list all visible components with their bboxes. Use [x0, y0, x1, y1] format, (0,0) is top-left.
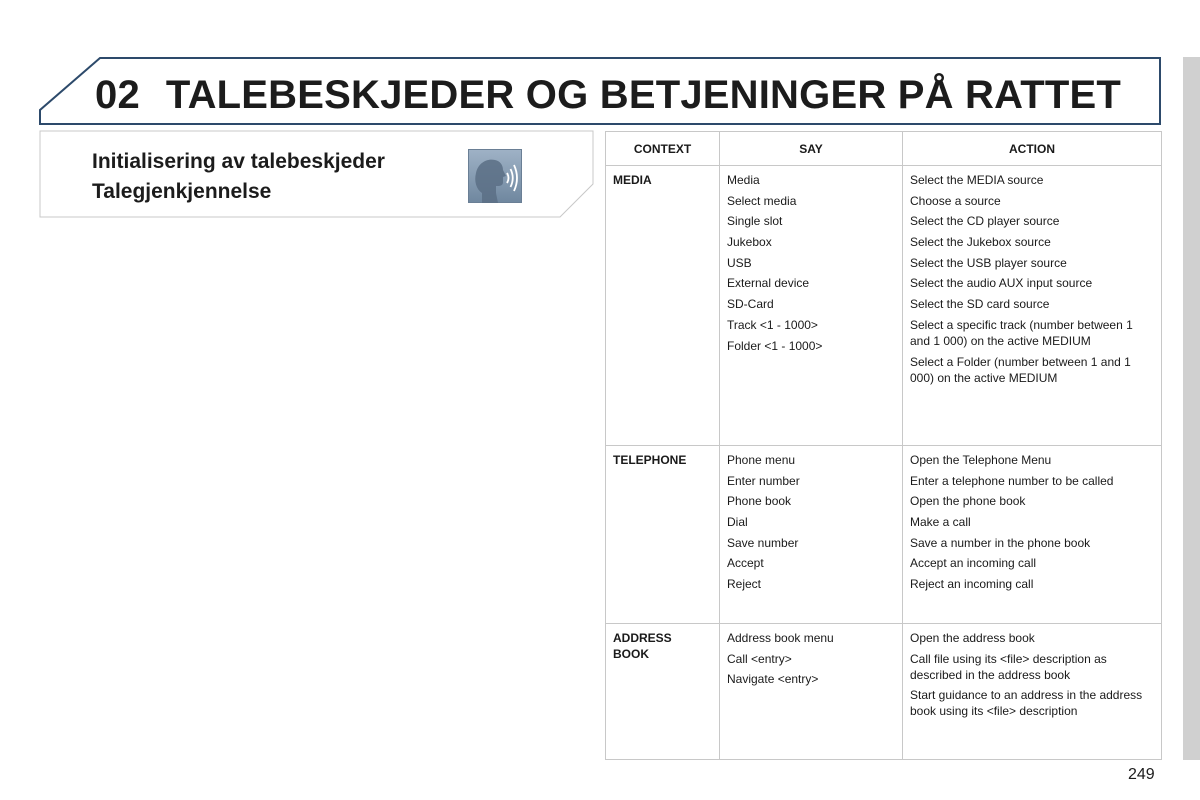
- context-label-line1: ADDRESS: [613, 631, 672, 645]
- action-item: Call file using its <file> description as described in the address book: [910, 651, 1107, 682]
- say-item: Track <1 - 1000>: [727, 317, 818, 332]
- say-item: Reject: [727, 577, 762, 592]
- say-item: Media: [727, 173, 760, 187]
- context-label: MEDIA: [613, 173, 652, 187]
- side-tab-strip: [1183, 57, 1200, 760]
- voice-commands-table: [605, 131, 1162, 760]
- say-cell: [720, 166, 903, 446]
- action-item: Select the Jukebox source: [910, 235, 1051, 250]
- action-item: Choose a source: [910, 193, 1001, 208]
- action-cell: [903, 624, 1162, 760]
- action-item: Select the MEDIA source: [910, 173, 1044, 187]
- table-row: [606, 166, 1162, 446]
- section-title-line1: Initialisering av talebeskjeder: [92, 150, 385, 173]
- table-row: [606, 446, 1162, 624]
- say-item: Folder <1 - 1000>: [727, 338, 823, 353]
- action-item: Save a number in the phone book: [910, 535, 1091, 550]
- table-header-row: [606, 132, 1162, 166]
- column-header-context: CONTEXT: [606, 132, 720, 166]
- action-item: Select the audio AUX input source: [910, 276, 1093, 291]
- say-cell: [720, 446, 903, 624]
- say-item: USB: [727, 255, 752, 270]
- action-item: Open the phone book: [910, 494, 1026, 509]
- action-item: Make a call: [910, 515, 971, 530]
- section-title-line2: Talegjenkjennelse: [92, 180, 272, 203]
- say-item: Navigate <entry>: [727, 672, 819, 687]
- say-item: Select media: [727, 193, 797, 208]
- action-item: Select the SD card source: [910, 297, 1050, 312]
- say-item: Jukebox: [727, 235, 772, 250]
- say-item: Single slot: [727, 214, 783, 229]
- voice-speaking-head-icon: [468, 149, 522, 203]
- action-item: Enter a telephone number to be called: [910, 473, 1114, 488]
- say-item: Phone menu: [727, 453, 796, 467]
- action-item: Reject an incoming call: [910, 577, 1034, 592]
- action-item: Select a specific track (number between 1 and 1 000) on the active MEDIUM: [910, 317, 1133, 348]
- action-item: Select the CD player source: [910, 214, 1060, 229]
- chapter-title-text: TALEBESKJEDER OG BETJENINGER PÅ RATTET: [165, 72, 1122, 117]
- action-item: Select a Folder (number between 1 and 1 000) on the active MEDIUM: [910, 354, 1131, 385]
- section-title: [92, 147, 385, 207]
- context-cell: [606, 446, 720, 624]
- action-item: Open the Telephone Menu: [910, 453, 1052, 467]
- action-item: Accept an incoming call: [910, 556, 1037, 571]
- action-item: Open the address book: [910, 631, 1035, 645]
- context-label-line2: BOOK: [613, 647, 649, 661]
- say-item: Call <entry>: [727, 651, 792, 666]
- action-item: Select the USB player source: [910, 255, 1067, 270]
- say-item: Dial: [727, 515, 748, 530]
- say-item: Enter number: [727, 473, 800, 488]
- context-cell: [606, 166, 720, 446]
- action-cell: [903, 446, 1162, 624]
- column-header-action: ACTION: [903, 132, 1162, 166]
- column-header-say: SAY: [720, 132, 903, 166]
- say-item: SD-Card: [727, 297, 774, 312]
- say-item: Accept: [727, 556, 764, 571]
- page-number: 249: [1128, 766, 1155, 783]
- say-cell: [720, 624, 903, 760]
- say-item: Address book menu: [727, 631, 834, 645]
- say-item: Save number: [727, 535, 799, 550]
- action-cell: [903, 166, 1162, 446]
- say-item: Phone book: [727, 494, 792, 509]
- context-cell: [606, 624, 720, 760]
- say-item: External device: [727, 276, 810, 291]
- action-item: Start guidance to an address in the address book using its <file> description: [910, 688, 1143, 719]
- context-label: TELEPHONE: [613, 453, 687, 467]
- chapter-number: 02: [95, 72, 140, 117]
- table-row: [606, 624, 1162, 760]
